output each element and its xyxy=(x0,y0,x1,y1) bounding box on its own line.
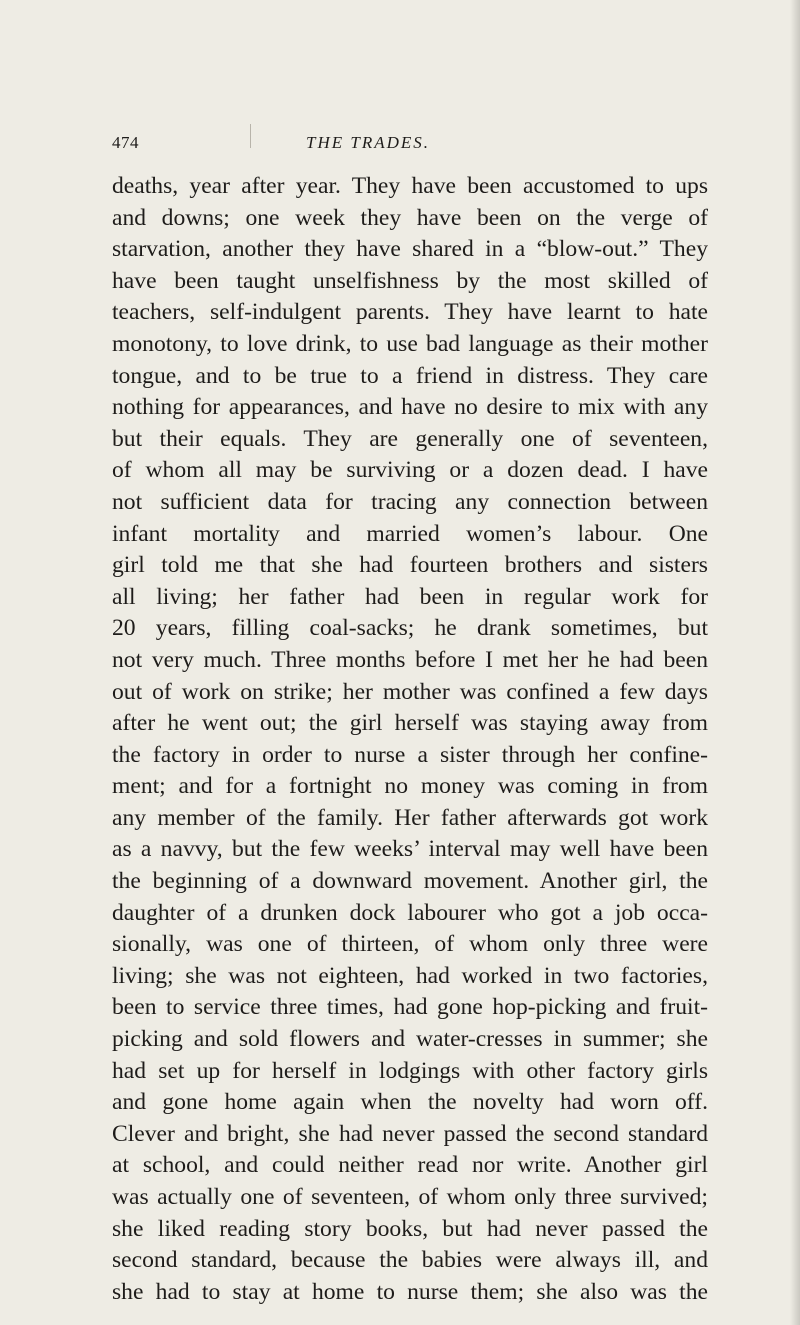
page-number: 474 xyxy=(112,133,139,152)
text-line: and downs; one week they have been on the verge of xyxy=(112,204,708,231)
text-line: deaths, year after year. They have been accustomed to ups xyxy=(112,173,708,199)
text-line: had set up for herself in lodgings with other factory girls xyxy=(112,1057,708,1084)
text-line: living; she was not eighteen, had worked in two factories, xyxy=(112,962,708,989)
text-line: as a navvy, but the few weeks’ interval may well have been xyxy=(112,836,708,863)
running-head xyxy=(112,133,692,159)
text-line: nothing for appearances, and have no desire to mix with any xyxy=(112,394,708,421)
text-line: have been taught unselfishness by the most skilled of xyxy=(112,267,708,294)
text-line: tongue, and to be true to a friend in distress. They care xyxy=(112,362,708,389)
text-line: sionally, was one of thirteen, of whom only three were xyxy=(112,931,708,958)
running-title: THE TRADES. xyxy=(306,133,430,152)
text-line: but their equals. They are generally one of seventeen, xyxy=(112,425,708,452)
text-line: picking and sold flowers and water-cresses in summer; she xyxy=(112,1026,708,1053)
text-line: out of work on strike; her mother was confined a few days xyxy=(112,678,708,705)
page-edge-shadow xyxy=(790,0,800,1325)
text-line: and gone home again when the novelty had worn off. xyxy=(112,1089,708,1116)
text-line: starvation, another they have shared in a “blow-out.” They xyxy=(112,236,708,263)
text-line: teachers, self-indulgent parents. They have learnt to hate xyxy=(112,299,708,326)
text-line: 20 years, filling coal-sacks; he drank sometimes, but xyxy=(112,615,708,642)
text-line: the beginning of a downward movement. Another girl, the xyxy=(112,868,708,895)
text-line: all living; her father had been in regular work for xyxy=(112,583,708,610)
text-line: infant mortality and married women’s labour. One xyxy=(112,520,708,547)
body-text xyxy=(112,171,708,1308)
text-line: not very much. Three months before I met her he had been xyxy=(112,646,708,673)
text-line: she had to stay at home to nurse them; she also was the xyxy=(112,1278,708,1305)
text-line: second standard, because the babies were always ill, and xyxy=(112,1247,708,1274)
text-line: been to service three times, had gone hop-picking and fruit- xyxy=(112,994,708,1021)
text-line: of whom all may be surviving or a dozen dead. I have xyxy=(112,457,708,484)
text-line: any member of the family. Her father afterwards got work xyxy=(112,804,708,831)
text-line: monotony, to love drink, to use bad language as their mother xyxy=(112,330,708,357)
text-line: she liked reading story books, but had never passed the xyxy=(112,1215,708,1242)
text-line: the factory in order to nurse a sister through her confine- xyxy=(112,741,708,768)
text-line: not sufficient data for tracing any connection between xyxy=(112,488,708,515)
text-line: at school, and could neither read nor write. Another girl xyxy=(112,1152,708,1179)
text-line: girl told me that she had fourteen brothers and sisters xyxy=(112,552,708,579)
text-line: was actually one of seventeen, of whom only three survived; xyxy=(112,1184,708,1210)
text-line: Clever and bright, she had never passed the second standard xyxy=(112,1120,708,1147)
text-line: ment; and for a fortnight no money was coming in from xyxy=(112,773,708,800)
text-line: after he went out; the girl herself was staying away from xyxy=(112,710,708,737)
text-line: daughter of a drunken dock labourer who got a job occa- xyxy=(112,899,708,926)
